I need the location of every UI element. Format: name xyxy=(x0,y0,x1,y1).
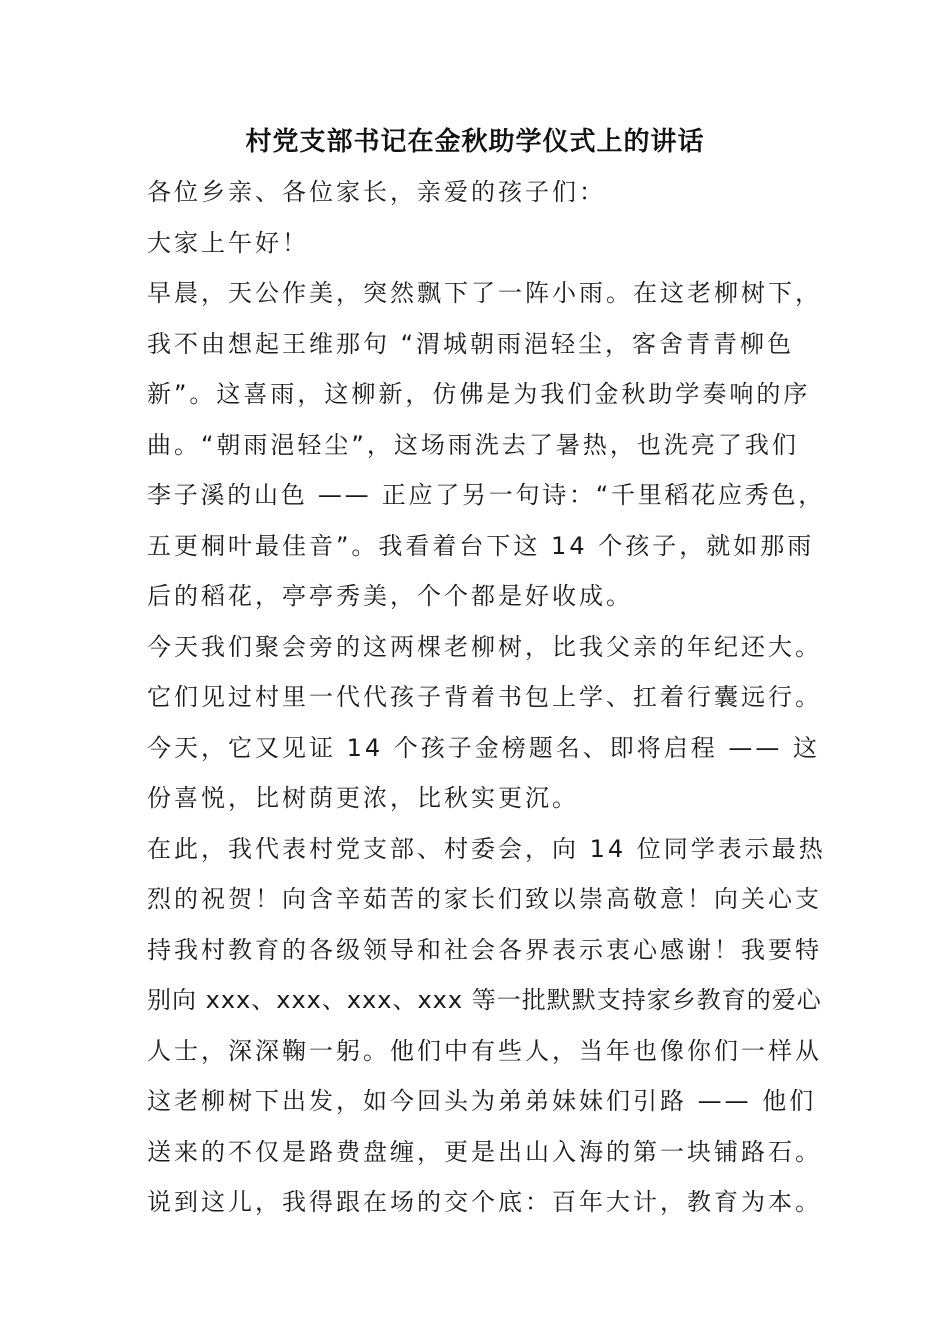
body-line: 李子溪的山色 —— 正应了另一句诗：“千里稻花应秀色， xyxy=(147,481,825,509)
body-line: 这老柳树下出发，如今回头为弟弟妹妹们引路 —— 他们 xyxy=(147,1087,817,1115)
body-line: 说到这儿，我得跟在场的交个底：百年大计，教育为本。 xyxy=(147,1188,822,1216)
body-line: 送来的不仅是路费盘缠，更是出山入海的第一块铺路石。 xyxy=(147,1137,822,1166)
body-line: 在此，我代表村党支部、村委会，向 14 位同学表示最热 xyxy=(147,834,826,863)
body-line: 别向 xxx、xxx、xxx、xxx 等一批默默支持家乡教育的爱心 xyxy=(147,986,822,1014)
document-body xyxy=(147,167,826,1228)
body-line: 今天我们聚会旁的这两棵老柳树，比我父亲的年纪还大。 xyxy=(147,632,822,661)
document-title: 村党支部书记在金秋助学仪式上的讲话 xyxy=(245,127,705,157)
body-line: 份喜悦，比树荫更浓，比秋实更沉。 xyxy=(147,784,579,812)
body-line: 曲。“朝雨浥轻尘”，这场雨洗去了暑热，也洗亮了我们 xyxy=(147,430,799,459)
body-line: 我不由想起王维那句 “渭城朝雨浥轻尘，客舍青青柳色 xyxy=(147,329,795,358)
body-line: 新”。这喜雨，这柳新，仿佛是为我们金秋助学奏响的序 xyxy=(147,380,811,408)
body-line: 人士，深深鞠一躬。他们中有些人，当年也像你们一样从 xyxy=(147,1036,822,1065)
body-line: 它们见过村里一代代孩子背着书包上学、扛着行囊远行。 xyxy=(147,683,822,711)
body-line: 大家上午好！ xyxy=(147,228,309,257)
body-line: 后的稻花，亭亭秀美，个个都是好收成。 xyxy=(147,582,633,610)
body-line: 今天，它又见证 14 个孩子金榜题名、即将启程 —— 这 xyxy=(147,733,821,762)
body-line: 烈的祝贺！向含辛茹苦的家长们致以崇高敬意！向关心支 xyxy=(147,885,822,913)
body-line: 早晨，天公作美，突然飘下了一阵小雨。在这老柳树下， xyxy=(147,279,822,307)
body-line: 持我村教育的各级领导和社会各界表示衷心感谢！我要特 xyxy=(147,935,822,964)
body-line: 五更桐叶最佳音”。我看着台下这 14 个孩子，就如那雨 xyxy=(147,531,815,560)
body-line: 各位乡亲、各位家长，亲爱的孩子们： xyxy=(147,178,606,206)
